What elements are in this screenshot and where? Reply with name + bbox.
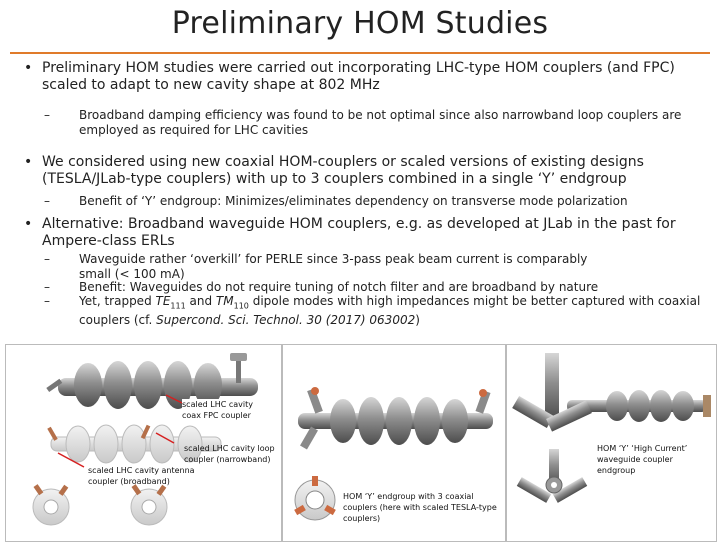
y-endgroup-caption: HOM ‘Y’ endgroup with 3 coaxial couplers (here with scaled TESLA-type couplers) xyxy=(343,492,497,523)
bullet-3-text: Alternative: Broadband waveguide HOM couplers, e.g. as developed at JLab in the past for Ampere-class ERLs xyxy=(42,216,676,249)
end-view-right xyxy=(131,484,167,525)
waveguide-caption: HOM ‘Y’ ‘High Current’ waveguide coupler endgroup xyxy=(597,444,688,475)
journal-reference: Supercond. Sci. Technol. 30 (2017) 063002 xyxy=(156,313,416,328)
bullet-marker: • xyxy=(24,60,33,76)
end-view-left xyxy=(33,484,69,525)
bullet-3-sub-3-post: dipole modes with high impedances might be better captured with coaxial couplers (cf. xyxy=(79,294,701,328)
bullet-3-sub-3-and: and xyxy=(185,294,216,308)
dash-marker: – xyxy=(44,252,50,266)
bullet-3-sub-2 xyxy=(44,280,699,295)
bullet-1-text: Preliminary HOM studies were carried out incorporating LHC-type HOM couplers (and FPC) scaled to adapt to new cavity shape at 802 MHz xyxy=(42,60,675,93)
tm-mode-index: 110 xyxy=(233,301,249,311)
loop-coupler-caption: scaled LHC cavity loop coupler (narrowband) xyxy=(184,444,275,464)
bullet-2-sub-1 xyxy=(44,194,699,209)
te-mode-symbol: TE xyxy=(155,294,171,308)
bullet-2-sub-1-text: Benefit of ‘Y’ endgroup: Minimizes/eliminates dependency on transverse mode polarization xyxy=(79,194,628,208)
tm-mode-symbol: TM xyxy=(215,294,234,308)
bullet-1 xyxy=(24,60,704,94)
page-title: Preliminary HOM Studies xyxy=(171,6,549,41)
bullet-3-sub-1 xyxy=(44,252,619,282)
lhc-cavity-figure xyxy=(5,344,282,542)
bullet-2 xyxy=(24,154,704,188)
fpc-caption: scaled LHC cavity coax FPC coupler xyxy=(182,399,262,421)
bullet-3-sub-3 xyxy=(44,294,709,328)
y-endgroup-cavity xyxy=(298,387,493,450)
title-divider xyxy=(10,52,710,54)
antenna-coupler-caption: scaled LHC cavity antenna coupler (broadband) xyxy=(88,466,195,486)
bullet-marker: • xyxy=(24,154,33,170)
dash-marker: – xyxy=(44,194,50,208)
dash-marker: – xyxy=(44,280,50,294)
y-endgroup-figure xyxy=(282,344,506,542)
dash-marker: – xyxy=(44,108,50,122)
waveguide-y-junction-top xyxy=(512,353,592,432)
bullet-3-sub-3-end: ) xyxy=(415,313,420,328)
bullet-marker: • xyxy=(24,216,33,232)
te-mode-index: 111 xyxy=(170,301,186,311)
bullet-1-sub-1 xyxy=(44,108,699,138)
bullet-1-sub-1-text: Broadband damping efficiency was found to be not optimal since also narrowband loop couplers are employed as required for LHC cavities xyxy=(79,108,682,137)
waveguide-figure xyxy=(506,344,717,542)
dash-marker: – xyxy=(44,294,50,308)
bullet-3-sub-1-text: Waveguide rather ‘overkill’ for PERLE since 3-pass peak beam current is comparably small (< 100 mA) xyxy=(79,252,588,281)
bullet-2-text: We considered using new coaxial HOM-couplers or scaled versions of existing designs (TESLA/JLab-type couplers) with up to 3 couplers combined in a single ‘Y’ endgroup xyxy=(42,154,644,187)
bullet-3-sub-3-pre: Yet, trapped xyxy=(79,294,156,308)
waveguide-y-junction-bottom xyxy=(517,449,587,503)
bullet-3 xyxy=(24,216,704,250)
bullet-3-sub-2-text: Benefit: Waveguides do not require tuning of notch filter and are broadband by nature xyxy=(79,280,599,294)
y-endgroup-end-view xyxy=(294,476,336,520)
